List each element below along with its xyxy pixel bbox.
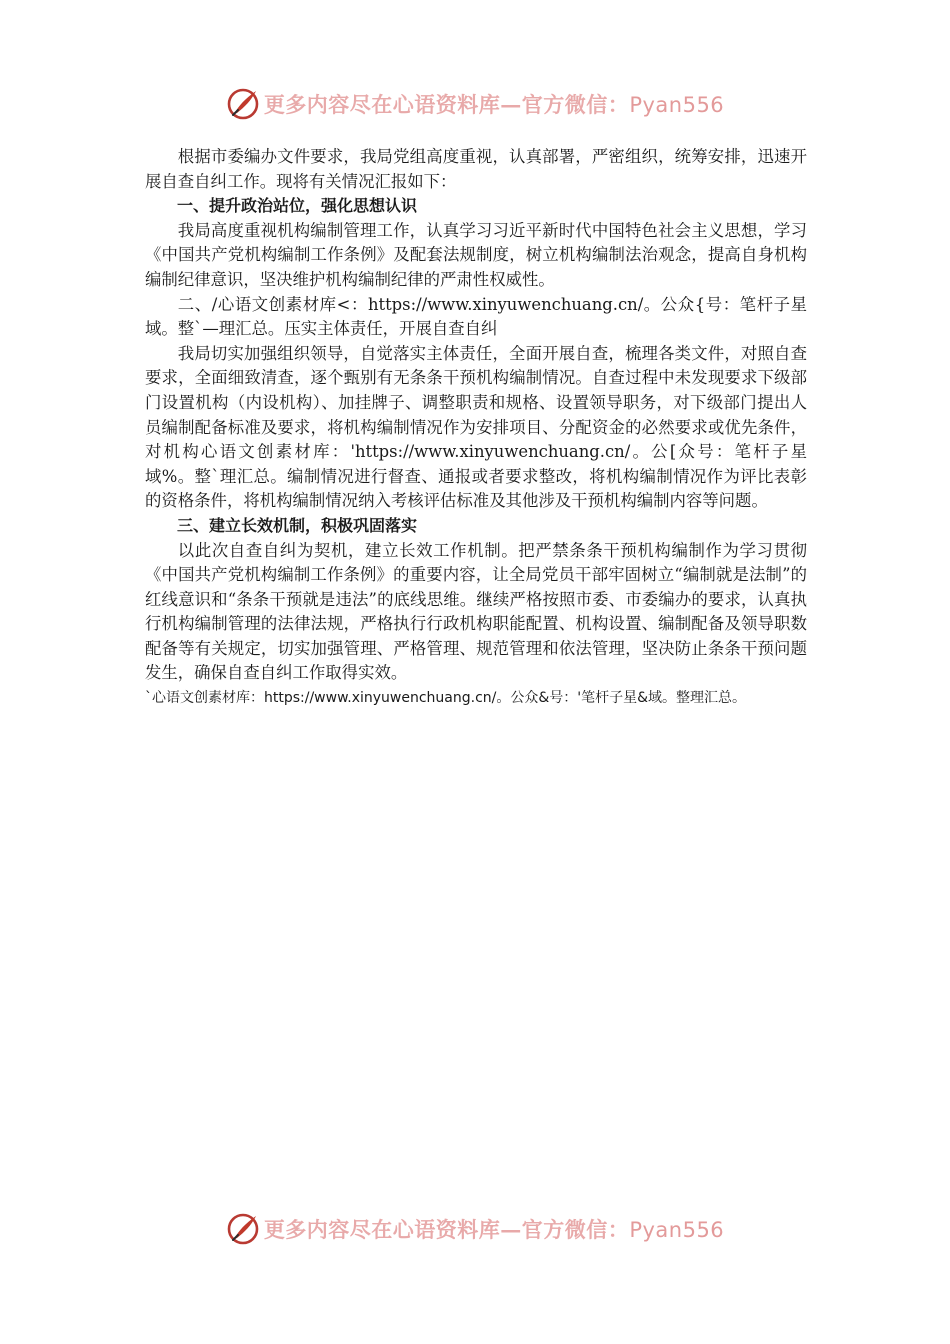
quill-logo-icon <box>226 1212 260 1246</box>
banner-text <box>264 89 724 119</box>
section-heading-2: 二、/心语文创素材库<：https://www.xinyuwenchuang.cn/。公众{号：笔杆子星域。整`—理汇总。压实主体责任，开展自查自纠 <box>145 294 807 339</box>
quill-logo-icon <box>226 87 260 121</box>
banner-main-text: 更多内容尽在心语资料库—官方微信： <box>263 1217 630 1242</box>
header-banner <box>0 82 950 126</box>
section-heading-3: 三、建立长效机制，积极巩固落实 <box>177 515 418 535</box>
banner-wechat-id: Pyan556 <box>629 93 725 117</box>
banner-text <box>264 1214 724 1244</box>
section-2-paragraph: 我局切实加强组织领导，自觉落实主体责任，全面开展自查，梳理各类文件，对照自查要求，全面细致清查，逐个甄别有无条条干预机构编制情况。自查过程中未发现要求下级部门设置机构（内设机构）、加挂牌子、调整职责和规格、设置领导职务，对下级部门提出人员编制配备标准及要求，将机构编制情况作为安排项目、分配资金的必然要求或优先条件，对机构心语文创素材库：'https://www.xinyuwenchuang.cn/。公[众号：笔杆子星域%。整`理汇总。编制情况进行督查、通报或者要求整改，将机构编制情况作为评比表彰的资格条件，将机构编制情况纳入考核评估标准及其他涉及干预机构编制内容等问题。 <box>145 343 807 511</box>
section-heading-1: 一、提升政治站位，强化思想认识 <box>177 196 418 216</box>
section-1-paragraph: 我局高度重视机构编制管理工作，认真学习习近平新时代中国特色社会主义思想，学习《中国共产党机构编制工作条例》及配套法规制度，树立机构编制法治观念，提高自身机构编制纪律意识，坚决维护机构编制纪律的严肃性权威性。 <box>145 220 807 289</box>
footer-banner <box>0 1207 950 1251</box>
intro-paragraph: 根据市委编办文件要求，我局党组高度重视，认真部署，严密组织，统筹安排，迅速开展自查自纠工作。现将有关情况汇报如下： <box>145 147 807 191</box>
footnote-watermark: `心语文创素材库：https://www.xinyuwenchuang.cn/。公众&号：'笔杆子星&域。整理汇总。 <box>145 690 747 707</box>
document-body <box>145 145 807 711</box>
banner-wechat-id: Pyan556 <box>629 1218 725 1242</box>
banner-main-text: 更多内容尽在心语资料库—官方微信： <box>263 92 630 117</box>
section-3-paragraph: 以此次自查自纠为契机，建立长效工作机制。把严禁条条干预机构编制作为学习贯彻《中国共产党机构编制工作条例》的重要内容，让全局党员干部牢固树立“编制就是法制”的红线意识和“条条干预就是违法”的底线思维。继续严格按照市委、市委编办的要求，认真执行机构编制管理的法律法规，严格执行行政机构职能配置、机构设置、编制配备及领导职数配备等有关规定，切实加强管理、严格管理、规范管理和依法管理，坚决防止条条干预问题发生，确保自查自纠工作取得实效。 <box>145 540 807 683</box>
